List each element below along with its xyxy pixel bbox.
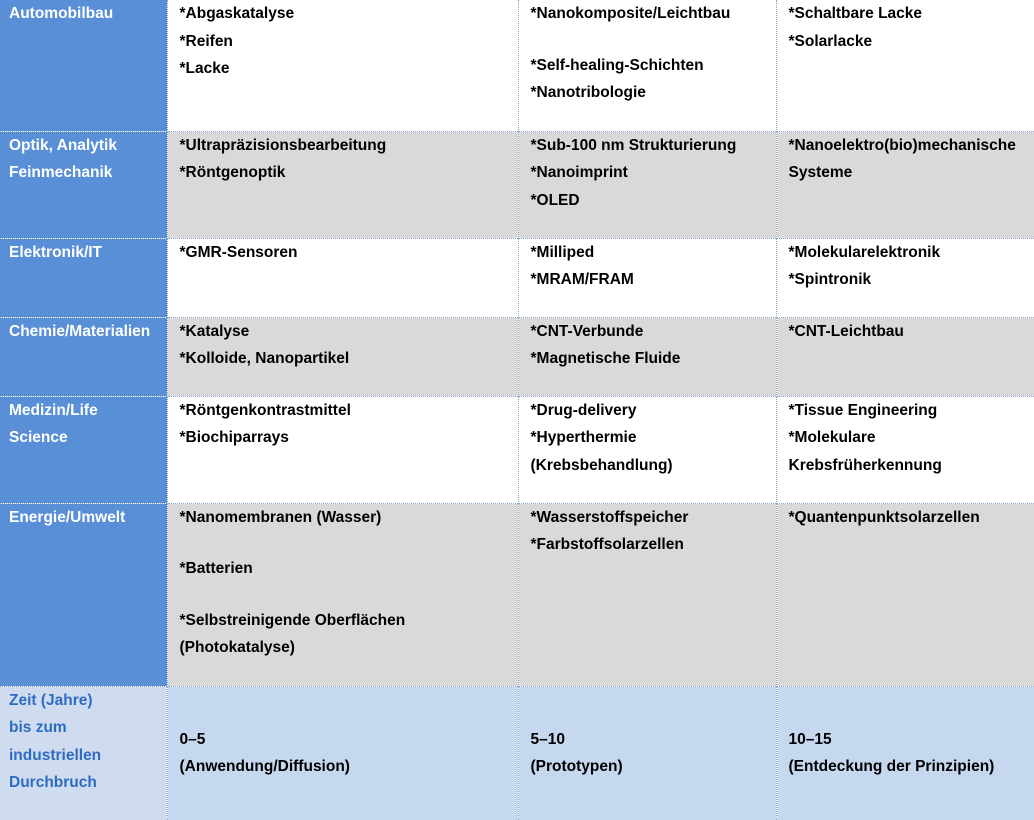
category-line: Energie/Umwelt <box>9 508 126 526</box>
cell-line: (Krebsbehandlung) <box>530 456 673 474</box>
cell-line: *Abgaskatalyse <box>179 5 295 22</box>
cell-line: 5–10 <box>530 730 565 748</box>
cell-line: *Katalyse <box>179 322 250 340</box>
cell-line: *MRAM/FRAM <box>530 271 634 288</box>
cell-line: *Nanokomposite/Leichtbau <box>530 5 731 22</box>
table-cell <box>167 0 518 131</box>
cell-line: *Selbstreinigende Oberflächen <box>179 611 406 629</box>
cell-line: *Nanoimprint <box>530 164 628 181</box>
footer-cell <box>776 686 1034 820</box>
cell-line: (Prototypen) <box>530 758 623 776</box>
table-cell <box>518 317 776 396</box>
cell-line: *Röntgenkontrastmittel <box>179 401 351 419</box>
cell-line: *Sub-100 nm Strukturierung <box>530 136 737 154</box>
cell-line: (Entdeckung der Prinzipien) <box>788 758 995 776</box>
row-category-optik <box>0 131 167 238</box>
cell-line: *Hyperthermie <box>530 429 637 446</box>
table-cell <box>518 238 776 317</box>
cell-line: *Drug-delivery <box>530 401 637 419</box>
cell-line: *Farbstoffsolarzellen <box>530 536 684 553</box>
category-line: Chemie/Materialien <box>9 322 151 340</box>
footer-category-zeit <box>0 686 167 820</box>
cell-line: *Biochiparrays <box>179 429 289 446</box>
cell-line: *Milliped <box>530 243 595 261</box>
cell-spacer <box>180 583 514 607</box>
cell-line: *Tissue Engineering <box>788 401 938 419</box>
table-cell <box>776 396 1034 503</box>
cell-line: *GMR-Sensoren <box>179 243 298 261</box>
cell-line: *Nanomembranen (Wasser) <box>179 508 382 526</box>
cell-line: *Wasserstoffspeicher <box>530 508 689 526</box>
table-cell <box>167 396 518 503</box>
table-cell <box>167 131 518 238</box>
cell-line: *Nanotribologie <box>530 84 646 101</box>
cell-line: *Quantenpunktsolarzellen <box>788 508 980 526</box>
cell-line: *Batterien <box>179 560 253 577</box>
cell-line: (Anwendung/Diffusion) <box>179 758 350 776</box>
table-row <box>0 131 1034 238</box>
table-cell <box>776 317 1034 396</box>
cell-line: *Nanoelektro(bio)mechanische <box>788 136 1016 154</box>
table-cell <box>518 0 776 131</box>
table-row <box>0 503 1034 686</box>
row-category-automobilbau <box>0 0 167 131</box>
cell-spacer <box>531 28 772 52</box>
cell-line: *Schaltbare Lacke <box>788 5 923 22</box>
cell-line: *Kolloide, Nanopartikel <box>179 350 350 367</box>
table-cell <box>776 238 1034 317</box>
cell-line: *Ultrapräzisionsbearbeitung <box>179 136 387 154</box>
cell-line: *Solarlacke <box>788 32 873 50</box>
cell-line: *Röntgenoptik <box>179 164 286 181</box>
category-line: Elektronik/IT <box>9 243 103 261</box>
cell-line: (Photokatalyse) <box>179 639 295 656</box>
row-category-energie <box>0 503 167 686</box>
table-cell <box>518 396 776 503</box>
table-cell <box>518 503 776 686</box>
cell-line: *Self-healing-Schichten <box>530 56 704 74</box>
footer-cell <box>167 686 518 820</box>
table-cell <box>776 131 1034 238</box>
table-row <box>0 396 1034 503</box>
table-footer-row <box>0 686 1034 820</box>
cell-line: Krebsfrüherkennung <box>788 456 942 474</box>
row-category-chemie <box>0 317 167 396</box>
category-line: Automobilbau <box>9 5 114 22</box>
cell-line: 0–5 <box>179 730 206 748</box>
table-cell <box>167 317 518 396</box>
cell-line: *CNT-Verbunde <box>530 322 644 340</box>
category-line: Optik, Analytik <box>9 136 117 154</box>
category-line: Science <box>9 429 68 446</box>
category-line: Durchbruch <box>9 774 97 791</box>
table-row <box>0 238 1034 317</box>
table-cell <box>167 238 518 317</box>
category-line: bis zum <box>9 719 67 736</box>
category-line: Zeit (Jahre) <box>9 691 93 709</box>
category-line: Medizin/Life <box>9 401 98 419</box>
cell-line: *Spintronik <box>788 271 872 288</box>
cell-line: Systeme <box>788 164 853 181</box>
table-row <box>0 317 1034 396</box>
table-cell <box>776 0 1034 131</box>
cell-line: *Reifen <box>179 32 233 50</box>
cell-line: *Magnetische Fluide <box>530 350 681 367</box>
row-category-medizin <box>0 396 167 503</box>
cell-line: *CNT-Leichtbau <box>788 322 904 340</box>
cell-line: *Molekulare <box>788 429 876 446</box>
cell-line: *OLED <box>530 191 580 209</box>
cell-line: *Lacke <box>179 60 230 77</box>
row-category-elektronik <box>0 238 167 317</box>
category-line: industriellen <box>9 746 102 764</box>
category-line: Feinmechanik <box>9 164 113 181</box>
footer-cell <box>518 686 776 820</box>
table-cell <box>518 131 776 238</box>
table-cell <box>167 503 518 686</box>
cell-line: *Molekularelektronik <box>788 243 941 261</box>
table-row <box>0 0 1034 131</box>
cell-line: 10–15 <box>788 730 832 748</box>
cell-spacer <box>180 531 514 555</box>
table-cell <box>776 503 1034 686</box>
